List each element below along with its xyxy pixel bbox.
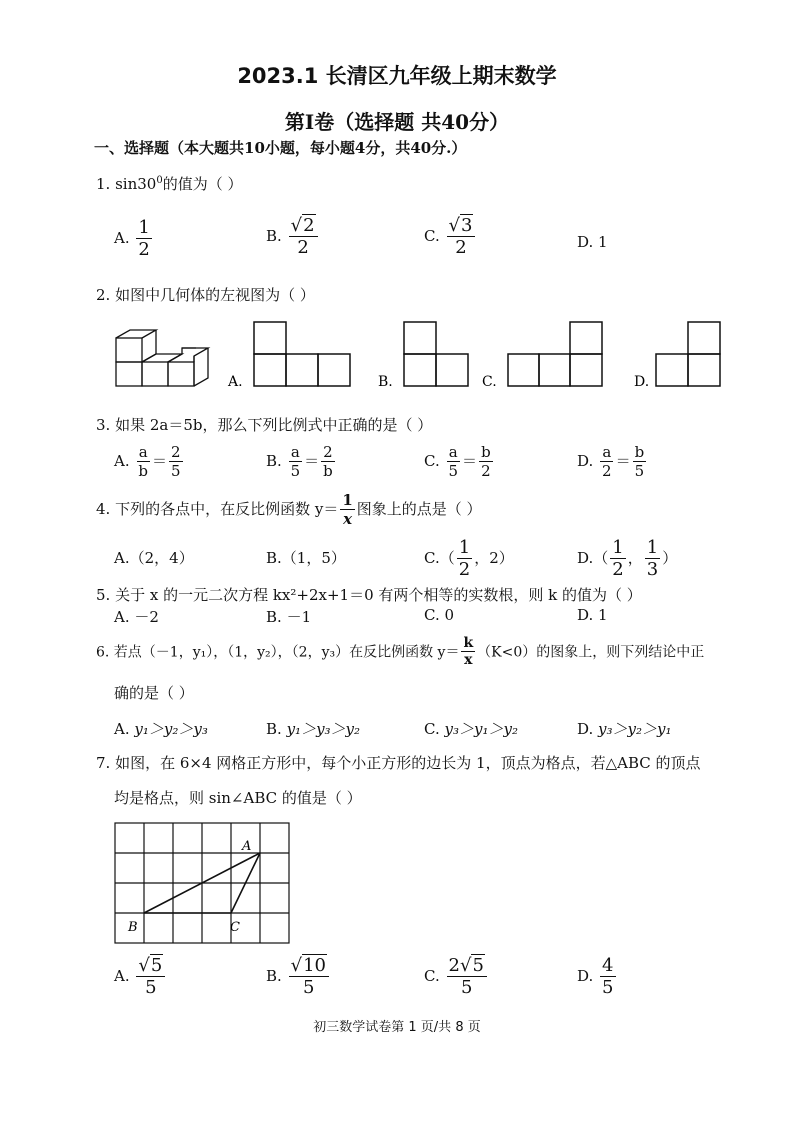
q5-option-c-label: C.	[424, 606, 440, 624]
q3-c-d2: 2	[481, 461, 491, 480]
q4-option-c[interactable]	[424, 538, 514, 580]
question-6-stem-cont: 确的是（ ）	[114, 684, 194, 702]
q3-a-d1: b	[138, 461, 148, 480]
q3-option-a[interactable]: A. $\frac{a}{b}$ ＝ $\frac{2}{5}$	[114, 443, 181, 480]
q7-c-coef: 2	[448, 955, 460, 976]
q3-b-n2: 2	[323, 443, 333, 461]
q4-option-d-label: D.	[577, 549, 594, 568]
q7-a-den: 5	[145, 976, 157, 998]
q1-option-b[interactable]: B. $\frac{√2}{2}$	[266, 216, 320, 258]
q7-option-c[interactable]: C. $\frac{2√5}{5}$	[424, 956, 489, 998]
q5-option-b-text: －1	[286, 608, 312, 626]
q4-c-pre: （	[439, 549, 455, 568]
q3-a-n1: a	[138, 443, 148, 461]
q1-option-d-label: D.	[577, 233, 594, 251]
q3-option-b-label: B.	[266, 451, 282, 470]
q2-option-b-figure	[404, 322, 468, 386]
q4-d-den: 2	[612, 558, 624, 580]
q3-b-d1: 5	[290, 461, 301, 480]
q5-option-d-text: 1	[598, 606, 608, 624]
q3-b-n1: a	[290, 443, 300, 461]
q7-b-num: 10	[303, 955, 326, 976]
q4-d-num: 1	[612, 537, 624, 558]
q2-figures	[100, 318, 740, 398]
q7-a-num: 5	[150, 955, 163, 976]
q4-option-a-label: A.	[114, 549, 130, 567]
q4-d-post: ）	[662, 549, 678, 568]
q1-option-a-label: A.	[114, 229, 130, 248]
q7-grid-figure	[108, 818, 298, 950]
q4-stem-b: 图象上的点是（ ）	[356, 499, 482, 518]
q2-option-c-figure	[508, 322, 602, 386]
q5-option-a[interactable]	[114, 606, 159, 627]
q5-option-b-label: B.	[266, 608, 282, 626]
q3-option-c[interactable]: C. $\frac{a}{5}$ ＝ $\frac{b}{2}$	[424, 443, 491, 480]
q3-c-n1: a	[448, 443, 458, 461]
q1-option-d[interactable]	[577, 233, 608, 251]
q3-option-d[interactable]: D. $\frac{a}{2}$ ＝ $\frac{b}{5}$	[577, 443, 645, 480]
q1-stem-b: 的值为（ ）	[162, 175, 243, 193]
q7-option-d[interactable]	[577, 956, 618, 998]
q7-label-b: B	[128, 920, 138, 935]
q6-den: x	[464, 652, 473, 669]
q6-option-a-label: A.	[114, 720, 130, 738]
q3-option-a-label: A.	[114, 451, 130, 470]
q1-b-den: 2	[297, 236, 309, 258]
q4-option-b-text: （1，5）	[281, 549, 346, 567]
q4-den: x	[343, 509, 353, 528]
q7-b-den: 5	[303, 976, 315, 998]
q4-stem-a: 4. 下列的各点中，在反比例函数 y＝	[96, 499, 339, 518]
page-title: 2023.1 长清区九年级上期末数学	[237, 64, 557, 88]
q4-option-b[interactable]	[266, 547, 346, 568]
q6-option-c-label: C.	[424, 720, 440, 738]
q7-label-a: A	[242, 839, 252, 854]
question-6-stem	[96, 636, 704, 669]
q6-option-a-text: y₁＞y₂＞y₃	[134, 720, 208, 738]
q1-c-den: 2	[455, 236, 467, 258]
q3-d-n2: b	[634, 443, 645, 461]
q4-d-mid: ，	[627, 549, 643, 568]
q7-d-den: 5	[602, 976, 614, 998]
q6-stem-b: （K<0）的图象上，则下列结论中正	[477, 644, 705, 661]
q5-option-b[interactable]	[266, 606, 311, 627]
q5-option-d[interactable]	[577, 606, 608, 624]
question-7-stem-cont: 均是格点，则 sin∠ABC 的值是（ ）	[114, 789, 362, 807]
q1-option-b-label: B.	[266, 227, 282, 246]
q4-c-den: 2	[458, 558, 471, 580]
q6-option-c-text: y₃＞y₁＞y₂	[444, 720, 518, 738]
q3-option-d-label: D.	[577, 451, 594, 470]
q1-stem-sup: 0	[156, 175, 163, 186]
q1-a-den: 2	[138, 238, 150, 260]
q3-c-n2: b	[481, 443, 491, 461]
q3-c-d1: 5	[448, 461, 459, 480]
q4-option-d[interactable]	[577, 538, 677, 580]
q7-c-den: 5	[460, 976, 473, 998]
q1-option-a[interactable]	[114, 218, 154, 260]
q6-option-c[interactable]	[424, 718, 518, 739]
q5-option-a-label: A.	[114, 608, 130, 626]
q2-option-a-label: A.	[228, 374, 243, 390]
q2-option-c-label: C.	[482, 374, 497, 390]
q6-stem-a: 6. 若点（－1，y₁），（1，y₂），（2，y₃）在反比例函数 y＝	[96, 644, 460, 661]
q3-d-d2: 5	[634, 461, 645, 480]
q5-option-c[interactable]	[424, 606, 454, 624]
q4-c-post: ，2）	[474, 549, 514, 568]
q2-option-d-label: D.	[634, 374, 650, 390]
q1-option-c-label: C.	[424, 227, 440, 246]
q1-stem-a: 1. sin30	[96, 175, 157, 193]
q1-option-d-text: 1	[598, 233, 608, 251]
q3-a-d2: 5	[171, 461, 181, 480]
q1-b-num: 2	[303, 215, 315, 236]
q7-option-d-label: D.	[577, 967, 594, 986]
q4-d-pre: （	[593, 549, 609, 568]
question-2-stem: 2. 如图中几何体的左视图为（ ）	[96, 286, 315, 304]
q2-option-b-label: B.	[378, 374, 393, 390]
q4-option-c-label: C.	[424, 549, 440, 568]
question-3-stem: 3. 如果 2a＝5b，那么下列比例式中正确的是（ ）	[96, 416, 433, 434]
q3-d-d1: 2	[602, 461, 612, 480]
q7-option-c-label: C.	[424, 967, 440, 986]
q4-option-a-text: （2，4）	[129, 549, 194, 567]
q7-c-num: 5	[472, 955, 484, 976]
q5-option-d-label: D.	[577, 606, 594, 624]
q1-option-c[interactable]: C. $\frac{√3}{2}$	[424, 216, 477, 258]
section-title: 第Ⅰ卷（选择题 共40分）	[284, 110, 510, 134]
q3-option-b[interactable]: B. $\frac{a}{5}$ ＝ $\frac{2}{b}$	[266, 443, 333, 480]
q6-option-d-label: D.	[577, 720, 594, 738]
q6-option-b-label: B.	[266, 720, 282, 738]
q6-option-b-text: y₁＞y₃＞y₂	[286, 720, 361, 738]
q7-d-num: 4	[602, 955, 614, 976]
question-4-stem	[96, 492, 482, 528]
q2-solid-figure	[116, 330, 208, 386]
q4-c-num: 1	[458, 537, 471, 558]
q3-a-n2: 2	[171, 443, 181, 461]
q6-option-b[interactable]	[266, 718, 360, 739]
q7-option-a-label: A.	[114, 967, 130, 986]
page-footer: 初三数学试卷第 1 页/共 8 页	[313, 1020, 481, 1035]
q4-d-num2: 1	[646, 537, 659, 558]
q4-option-a[interactable]	[114, 547, 194, 568]
part-heading: 一、选择题（本大题共10小题，每小题4分，共40分.）	[94, 139, 467, 157]
q5-option-c-text: 0	[444, 606, 455, 624]
q2-option-d-figure	[656, 322, 720, 386]
question-1-stem	[96, 173, 242, 194]
question-5-stem: 5. 关于 x 的一元二次方程 kx²+2x+1＝0 有两个相等的实数根，则 k 的值为（ ）	[96, 586, 642, 604]
q6-option-d[interactable]	[577, 718, 672, 739]
q6-option-a[interactable]	[114, 718, 208, 739]
q7-option-b-label: B.	[266, 967, 282, 986]
q4-d-den2: 3	[646, 558, 659, 580]
q4-num: 1	[342, 491, 353, 509]
q7-option-b[interactable]: B. $\frac{√10}{5}$	[266, 956, 331, 998]
q7-label-c: C	[230, 920, 240, 935]
q4-option-b-label: B.	[266, 549, 282, 567]
q7-option-a[interactable]: A. $\frac{√5}{5}$	[114, 956, 167, 998]
q3-option-c-label: C.	[424, 451, 440, 470]
q3-b-d2: b	[323, 461, 333, 480]
q3-d-n1: a	[602, 443, 612, 461]
q6-option-d-text: y₃＞y₂＞y₁	[598, 720, 672, 738]
q1-c-num: 3	[460, 215, 473, 236]
q2-option-a-figure	[254, 322, 350, 386]
question-7-stem: 7. 如图，在 6×4 网格正方形中，每个小正方形的边长为 1，顶点为格点，若△ABC 的顶点	[96, 754, 701, 772]
q1-a-num: 1	[138, 217, 150, 238]
q6-num: k	[463, 635, 474, 651]
q5-option-a-text: －2	[134, 608, 159, 626]
